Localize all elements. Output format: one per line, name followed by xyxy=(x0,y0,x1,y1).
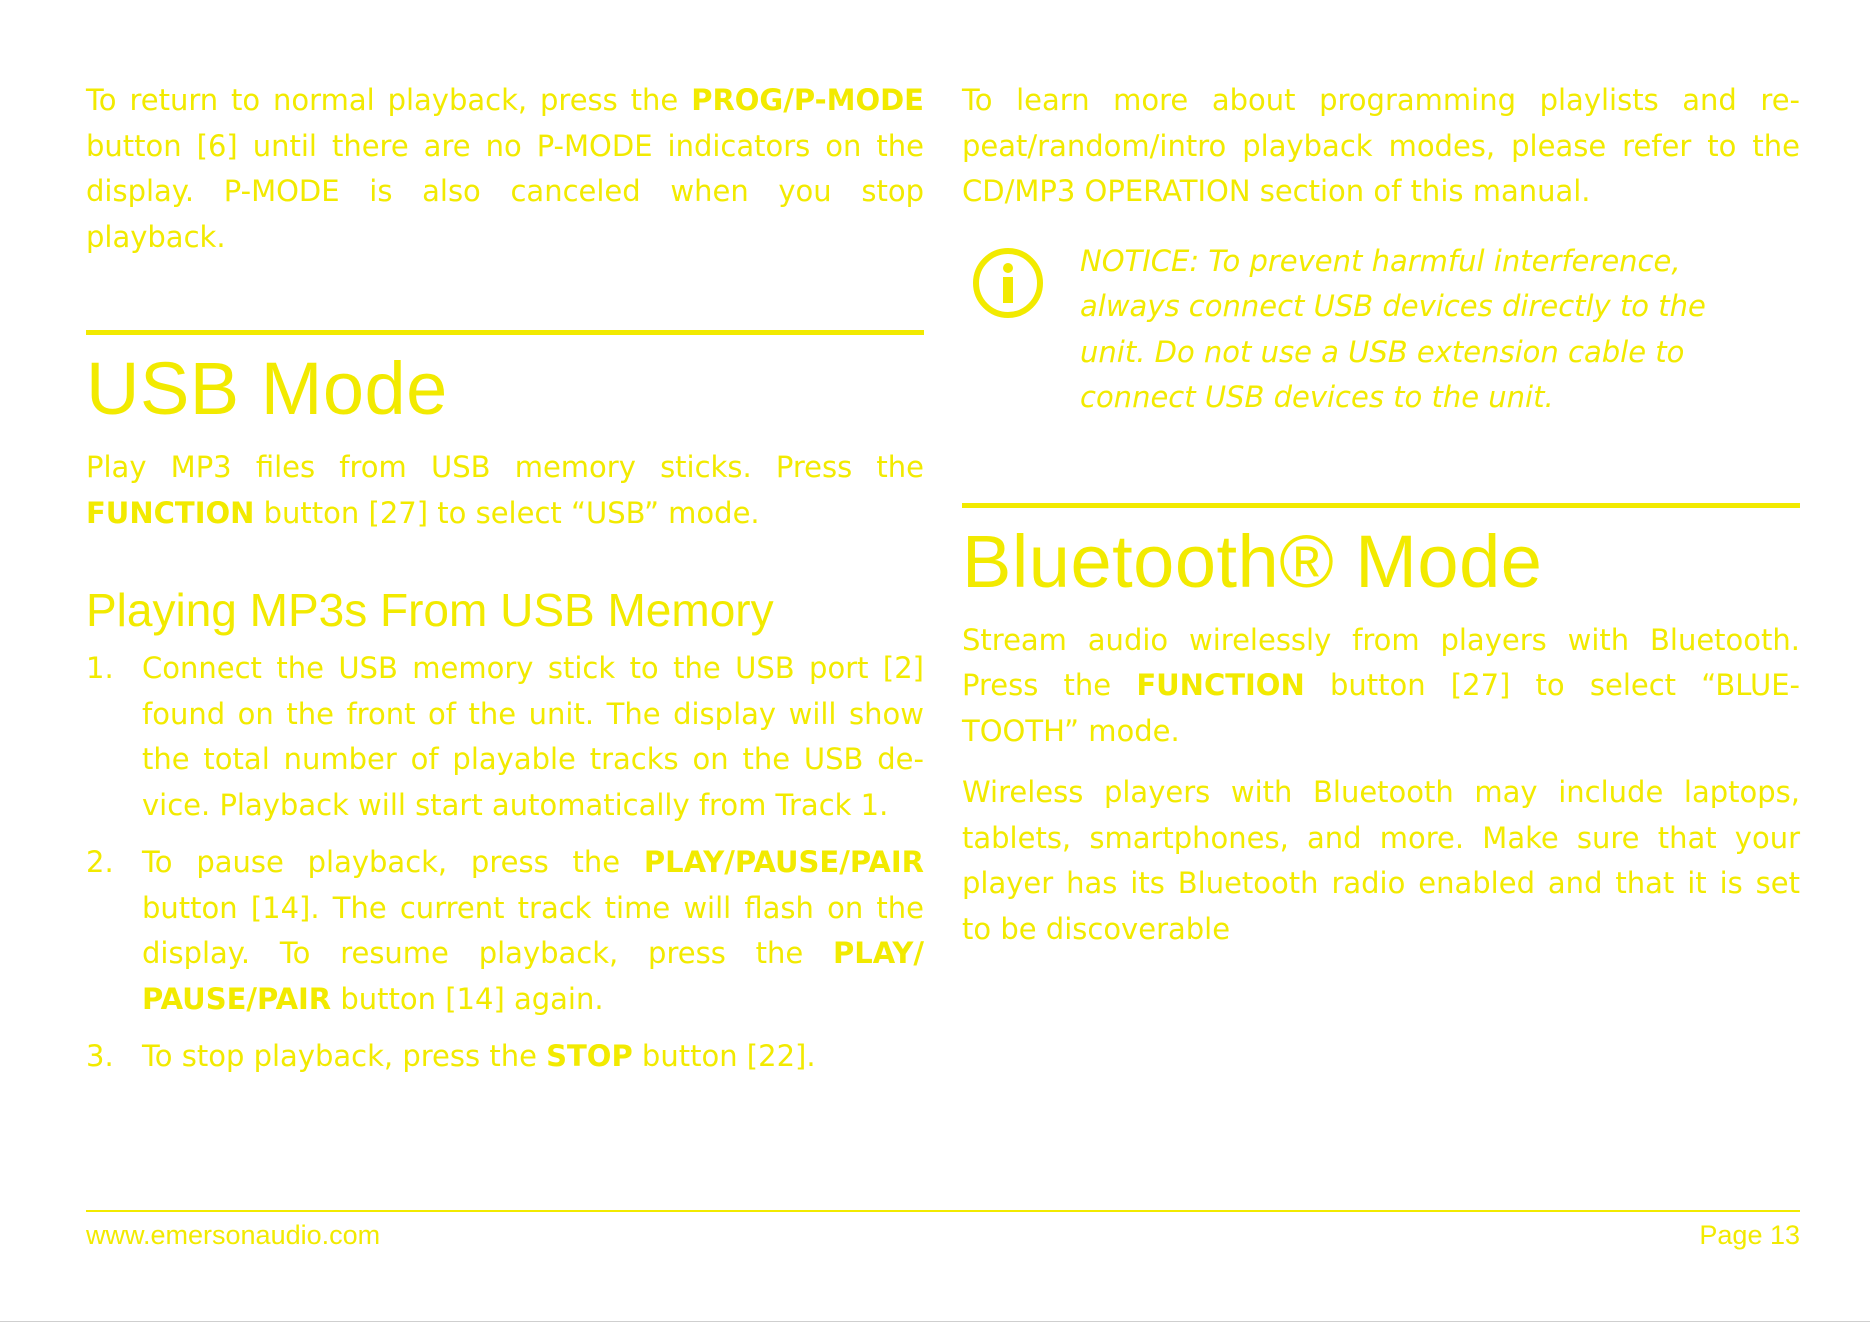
text: button [6] until there are no P-MODE indicators on the display. P-MODE is also canceled when you stop playback. xyxy=(86,128,924,254)
bluetooth-paragraph-1 xyxy=(962,618,1800,755)
text: To return to normal playback, press the xyxy=(86,83,692,117)
right-column xyxy=(962,78,1800,952)
list-item xyxy=(86,840,924,1022)
function-label: FUNCTION xyxy=(86,495,255,530)
step-text xyxy=(142,1034,924,1080)
list-item xyxy=(86,1034,924,1080)
prog-pmode-label: PROG/P-MODE xyxy=(691,83,924,117)
page-number: Page 13 xyxy=(1699,1220,1800,1250)
step-number: 3. xyxy=(86,1039,114,1073)
notice-box xyxy=(962,239,1800,421)
text: To pause playback, press the xyxy=(142,845,644,879)
text: button [27] to select “USB” mode. xyxy=(254,495,760,530)
bluetooth-mode-heading: Bluetooth® Mode xyxy=(962,519,1543,603)
website-link[interactable]: www.emersonaudio.com xyxy=(86,1220,381,1250)
text: Stream audio wirelessly from players with Bluetooth. Press the xyxy=(962,622,1800,702)
info-icon xyxy=(972,247,1044,319)
step-text xyxy=(142,840,924,1022)
text: Play MP3 files from USB memory sticks. Press the xyxy=(86,450,924,484)
function-label: FUNCTION xyxy=(1136,668,1305,702)
page-bottom-edge xyxy=(0,1321,1870,1322)
section-rule xyxy=(86,330,924,335)
return-playback-paragraph xyxy=(86,78,924,260)
footer-rule xyxy=(86,1210,1800,1212)
usb-steps-list xyxy=(86,646,924,1080)
step-text xyxy=(142,646,924,828)
programming-paragraph: To learn more about programming playlists and re-peat/random/intro playback modes, please refer to the CD/MP3 OPERATION section of this manual. xyxy=(962,83,1800,208)
text: button [27] to select “BLUE-TOOTH” mode. xyxy=(962,668,1800,748)
text: button [14] again. xyxy=(331,981,604,1016)
usb-mode-paragraph xyxy=(86,445,924,536)
notice-text: NOTICE: To prevent harmful interference, always connect USB devices directly to the unit. Do not use a USB extension cable to connect USB devices to the unit. xyxy=(1080,243,1706,414)
section-rule xyxy=(962,503,1800,508)
play-pause-pair-label: PLAY/ PAUSE/PAIR xyxy=(142,936,924,1016)
step-number: 1. xyxy=(86,651,114,685)
stop-label: STOP xyxy=(546,1039,633,1073)
play-pause-pair-label: PLAY/PAUSE/PAIR xyxy=(643,845,924,879)
step-number: 2. xyxy=(86,845,114,879)
text: Connect the USB memory stick to the USB port [2] found on the front of the unit. The display will show the total number of playable tracks on the USB de-vice. Playback will start automatically from Track 1. xyxy=(142,651,924,822)
bluetooth-paragraph-2: Wireless players with Bluetooth may include laptops, tablets, smartphones, and more. Make sure that your player has its Bluetooth radio enabled and that it is set to be discoverable xyxy=(962,775,1800,946)
list-item xyxy=(86,646,924,828)
text: button [22]. xyxy=(632,1039,816,1073)
playing-mp3s-heading: Playing MP3s From USB Memory xyxy=(86,584,774,636)
text: To stop playback, press the xyxy=(142,1039,547,1073)
left-column xyxy=(86,78,924,1092)
text: button [14]. The current track time will flash on the display. To resume playback, press the xyxy=(142,890,924,970)
usb-mode-heading: USB Mode xyxy=(86,347,448,430)
